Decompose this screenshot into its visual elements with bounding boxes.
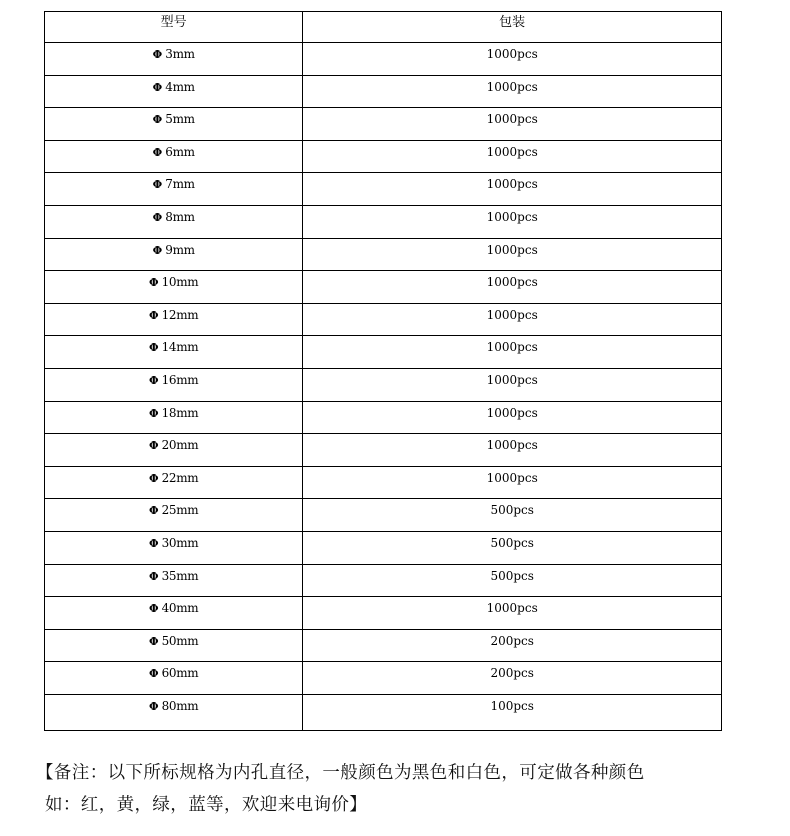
package-cell: 1000pcs bbox=[303, 401, 722, 434]
table-row bbox=[45, 238, 722, 271]
package-cell: 1000pcs bbox=[303, 43, 722, 76]
model-value: 25mm bbox=[161, 503, 199, 518]
package-cell: 200pcs bbox=[303, 629, 722, 662]
diameter-symbol: Φ bbox=[148, 276, 159, 290]
package-cell: 500pcs bbox=[303, 564, 722, 597]
model-cell bbox=[45, 434, 303, 467]
package-cell: 1000pcs bbox=[303, 434, 722, 467]
model-cell bbox=[45, 629, 303, 662]
model-cell bbox=[45, 694, 303, 730]
package-cell: 100pcs bbox=[303, 694, 722, 730]
diameter-symbol: Φ bbox=[152, 243, 163, 257]
model-cell bbox=[45, 336, 303, 369]
model-value: 6mm bbox=[165, 144, 195, 159]
model-cell bbox=[45, 140, 303, 173]
table-row bbox=[45, 368, 722, 401]
package-cell: 500pcs bbox=[303, 499, 722, 532]
diameter-symbol: Φ bbox=[148, 536, 159, 550]
diameter-symbol: Φ bbox=[148, 471, 159, 485]
model-value: 3mm bbox=[165, 47, 195, 61]
package-cell: 1000pcs bbox=[303, 140, 722, 173]
model-value: 8mm bbox=[165, 209, 195, 224]
table-row bbox=[45, 205, 722, 238]
model-cell bbox=[45, 205, 303, 238]
model-value: 60mm bbox=[161, 666, 199, 681]
table-header-row bbox=[45, 12, 722, 43]
model-value: 35mm bbox=[161, 568, 199, 583]
diameter-symbol: Φ bbox=[152, 113, 163, 127]
model-cell bbox=[45, 466, 303, 499]
table-row bbox=[45, 401, 722, 434]
model-value: 5mm bbox=[165, 112, 195, 127]
package-cell: 1000pcs bbox=[303, 303, 722, 336]
package-cell: 1000pcs bbox=[303, 271, 722, 304]
model-cell bbox=[45, 597, 303, 630]
model-cell bbox=[45, 662, 303, 695]
spec-table bbox=[44, 11, 722, 731]
diameter-symbol: Φ bbox=[148, 699, 159, 713]
model-cell bbox=[45, 108, 303, 141]
diameter-symbol: Φ bbox=[148, 439, 159, 453]
model-value: 22mm bbox=[161, 470, 199, 485]
package-cell: 1000pcs bbox=[303, 238, 722, 271]
model-value: 9mm bbox=[165, 242, 195, 257]
model-cell bbox=[45, 271, 303, 304]
table-row bbox=[45, 662, 722, 695]
diameter-symbol: Φ bbox=[152, 48, 163, 61]
diameter-symbol: Φ bbox=[152, 210, 163, 224]
diameter-symbol: Φ bbox=[148, 406, 159, 420]
package-cell: 200pcs bbox=[303, 662, 722, 695]
remark-note bbox=[36, 757, 776, 821]
model-value: 20mm bbox=[161, 438, 199, 453]
table-row bbox=[45, 564, 722, 597]
table-row bbox=[45, 434, 722, 467]
table-row bbox=[45, 531, 722, 564]
diameter-symbol: Φ bbox=[148, 569, 159, 583]
model-cell bbox=[45, 499, 303, 532]
model-cell bbox=[45, 238, 303, 271]
package-cell: 1000pcs bbox=[303, 368, 722, 401]
model-value: 50mm bbox=[161, 633, 199, 648]
model-cell bbox=[45, 75, 303, 108]
diameter-symbol: Φ bbox=[148, 667, 159, 681]
model-value: 80mm bbox=[161, 698, 199, 713]
package-cell: 500pcs bbox=[303, 531, 722, 564]
model-value: 40mm bbox=[161, 601, 199, 616]
remark-line-2: 如：红，黄，绿，蓝等，欢迎来电询价】 bbox=[45, 795, 368, 815]
header-package: 包装 bbox=[303, 12, 722, 43]
table-row bbox=[45, 466, 722, 499]
table-row bbox=[45, 108, 722, 141]
model-cell bbox=[45, 173, 303, 206]
table-row bbox=[45, 629, 722, 662]
model-value: 12mm bbox=[161, 307, 199, 322]
diameter-symbol: Φ bbox=[148, 504, 159, 518]
model-cell bbox=[45, 43, 303, 76]
model-cell bbox=[45, 303, 303, 336]
model-value: 16mm bbox=[161, 372, 199, 387]
table-row bbox=[45, 499, 722, 532]
diameter-symbol: Φ bbox=[148, 341, 159, 355]
table-row bbox=[45, 173, 722, 206]
model-value: 18mm bbox=[161, 405, 199, 420]
table-row bbox=[45, 271, 722, 304]
model-cell bbox=[45, 401, 303, 434]
diameter-symbol: Φ bbox=[148, 373, 159, 387]
remark-line-1: 【备注：以下所标规格为内孔直径，一般颜色为黑色和白色，可定做各种颜色 bbox=[36, 763, 645, 783]
diameter-symbol: Φ bbox=[148, 602, 159, 616]
model-cell bbox=[45, 564, 303, 597]
package-cell: 1000pcs bbox=[303, 466, 722, 499]
package-cell: 1000pcs bbox=[303, 597, 722, 630]
package-cell: 1000pcs bbox=[303, 108, 722, 141]
diameter-symbol: Φ bbox=[152, 80, 163, 94]
diameter-symbol: Φ bbox=[148, 308, 159, 322]
table-row bbox=[45, 303, 722, 336]
diameter-symbol: Φ bbox=[152, 178, 163, 192]
package-cell: 1000pcs bbox=[303, 205, 722, 238]
model-cell bbox=[45, 531, 303, 564]
model-value: 14mm bbox=[161, 340, 199, 355]
model-value: 30mm bbox=[161, 535, 199, 550]
diameter-symbol: Φ bbox=[152, 145, 163, 159]
table-row bbox=[45, 597, 722, 630]
model-value: 7mm bbox=[165, 177, 195, 192]
table-row bbox=[45, 336, 722, 369]
model-value: 4mm bbox=[165, 79, 195, 94]
table-row bbox=[45, 140, 722, 173]
package-cell: 1000pcs bbox=[303, 336, 722, 369]
table-row bbox=[45, 43, 722, 76]
header-model: 型号 bbox=[45, 12, 303, 43]
package-cell: 1000pcs bbox=[303, 173, 722, 206]
table-row bbox=[45, 75, 722, 108]
package-cell: 1000pcs bbox=[303, 75, 722, 108]
model-cell bbox=[45, 368, 303, 401]
table-row bbox=[45, 694, 722, 730]
diameter-symbol: Φ bbox=[148, 634, 159, 648]
model-value: 10mm bbox=[161, 275, 199, 290]
